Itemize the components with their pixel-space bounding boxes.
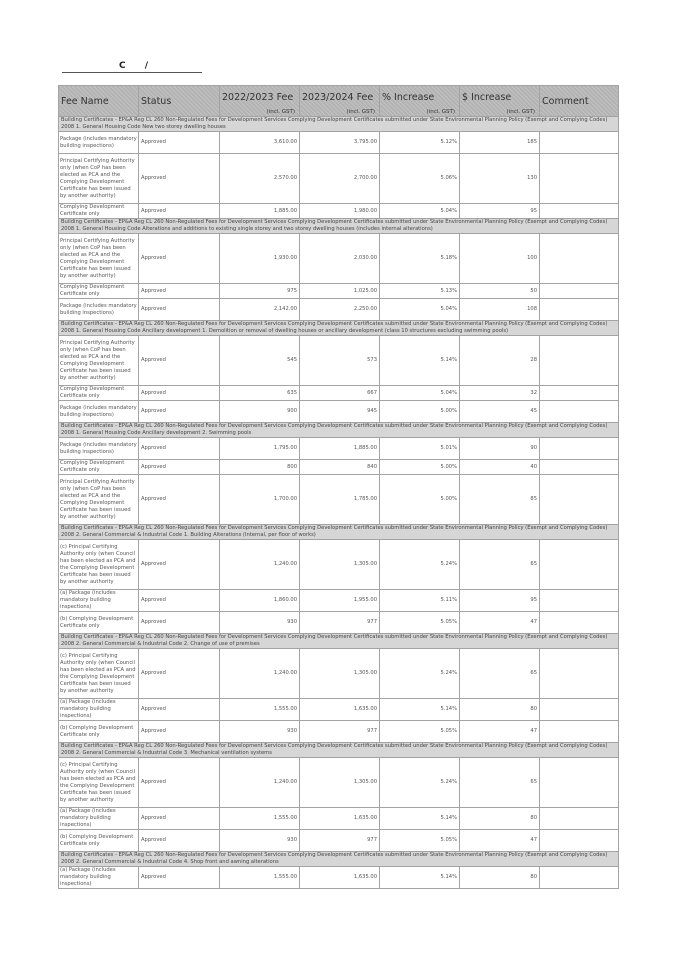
dollar-increase-cell: 45 xyxy=(460,401,540,423)
fee-2023-2024-cell: 1,885.00 xyxy=(300,438,380,460)
fee-2023-2024-cell: 2,700.00 xyxy=(300,154,380,204)
table-row xyxy=(59,401,619,423)
comment-cell xyxy=(540,401,619,423)
fee-name-cell: Package (includes mandatory building inspections) xyxy=(59,132,139,154)
dollar-increase-cell: 28 xyxy=(460,336,540,386)
percent-increase-cell: 5.24% xyxy=(380,540,460,590)
status-cell: Approved xyxy=(139,336,220,386)
fee-2023-2024-cell: 667 xyxy=(300,386,380,401)
fee-2023-2024-cell: 2,030.00 xyxy=(300,234,380,284)
percent-increase-cell: 5.14% xyxy=(380,867,460,889)
percent-increase-cell: 5.11% xyxy=(380,590,460,612)
comment-cell xyxy=(540,808,619,830)
section-heading: Building Certificates - EP&A Reg CL 260 Non-Regulated Fees for Development Services Complying Development Certificates submitted under State Environmental Planning Policy (Exempt and Complying Codes) 2008 1. General Housing Code Alterations and additions to existing single storey and two storey dwelling houses (includes internal alterations) xyxy=(59,219,619,234)
fee-2022-2023-cell: 1,240.00 xyxy=(220,649,300,699)
percent-increase-cell: 5.04% xyxy=(380,386,460,401)
fee-name-cell: Complying Development Certificate only xyxy=(59,204,139,219)
status-cell: Approved xyxy=(139,154,220,204)
fee-name-cell: Complying Development Certificate only xyxy=(59,386,139,401)
table-row xyxy=(59,808,619,830)
comment-cell xyxy=(540,867,619,889)
section-heading-row xyxy=(59,219,619,234)
percent-increase-cell: 5.14% xyxy=(380,336,460,386)
status-cell: Approved xyxy=(139,590,220,612)
comment-cell xyxy=(540,299,619,321)
fee-table xyxy=(58,85,619,889)
fee-2023-2024-cell: 1,635.00 xyxy=(300,699,380,721)
fee-2023-2024-cell: 1,025.00 xyxy=(300,284,380,299)
fee-name-cell: Package (includes mandatory building inspections) xyxy=(59,401,139,423)
section-heading-row xyxy=(59,423,619,438)
table-row xyxy=(59,204,619,219)
column-header-fee-2022-2023: 2022/2023 Fee (incl. GST) xyxy=(220,86,300,117)
fee-2023-2024-cell: 1,635.00 xyxy=(300,808,380,830)
section-heading-row xyxy=(59,852,619,867)
comment-cell xyxy=(540,386,619,401)
fee-2022-2023-cell: 1,555.00 xyxy=(220,699,300,721)
dollar-increase-cell: 80 xyxy=(460,808,540,830)
section-heading-row xyxy=(59,743,619,758)
fee-name-cell: (b) Complying Development Certificate only xyxy=(59,612,139,634)
fee-name-cell: (a) Package (includes mandatory building inspections) xyxy=(59,699,139,721)
status-cell: Approved xyxy=(139,649,220,699)
column-header-comment: Comment xyxy=(540,86,619,117)
fee-2023-2024-cell: 1,305.00 xyxy=(300,540,380,590)
comment-cell xyxy=(540,460,619,475)
dollar-increase-cell: 80 xyxy=(460,699,540,721)
table-row xyxy=(59,154,619,204)
status-cell: Approved xyxy=(139,299,220,321)
comment-cell xyxy=(540,540,619,590)
comment-cell xyxy=(540,234,619,284)
section-heading-row xyxy=(59,525,619,540)
fee-2023-2024-cell: 2,250.00 xyxy=(300,299,380,321)
dollar-increase-cell: 50 xyxy=(460,284,540,299)
fee-2022-2023-cell: 1,860.00 xyxy=(220,590,300,612)
table-row xyxy=(59,867,619,889)
dollar-increase-cell: 32 xyxy=(460,386,540,401)
status-cell: Approved xyxy=(139,475,220,525)
table-row xyxy=(59,460,619,475)
fee-name-cell: Principal Certifying Authority only (when CoP has been elected as PCA and the Complying Development Certificate has been issued by another authority) xyxy=(59,336,139,386)
comment-cell xyxy=(540,830,619,852)
fee-2022-2023-cell: 975 xyxy=(220,284,300,299)
dollar-increase-cell: 65 xyxy=(460,540,540,590)
comment-cell xyxy=(540,284,619,299)
fee-2022-2023-cell: 2,142.00 xyxy=(220,299,300,321)
fee-2023-2024-cell: 3,795.00 xyxy=(300,132,380,154)
percent-increase-cell: 5.14% xyxy=(380,699,460,721)
fee-2022-2023-cell: 1,795.00 xyxy=(220,438,300,460)
fee-2022-2023-cell: 1,240.00 xyxy=(220,758,300,808)
fee-2022-2023-cell: 1,700.00 xyxy=(220,475,300,525)
status-cell: Approved xyxy=(139,612,220,634)
fee-2022-2023-cell: 1,930.00 xyxy=(220,234,300,284)
status-cell: Approved xyxy=(139,540,220,590)
fee-table-body xyxy=(59,117,619,889)
comment-cell xyxy=(540,699,619,721)
percent-increase-cell: 5.24% xyxy=(380,758,460,808)
fee-2023-2024-cell: 945 xyxy=(300,401,380,423)
fee-name-cell: (c) Principal Certifying Authority only (when Council has been elected as PCA and the Complying Development Certificate has been issued by another authority xyxy=(59,649,139,699)
section-heading: Building Certificates - EP&A Reg CL 260 Non-Regulated Fees for Development Services Complying Development Certificates submitted under State Environmental Planning Policy (Exempt and Complying Codes) 2008 2. General Commercial & Industrial Code 2. Change of use of premises xyxy=(59,634,619,649)
status-cell: Approved xyxy=(139,284,220,299)
page-header-text: C / xyxy=(119,61,157,71)
fee-2022-2023-cell: 900 xyxy=(220,401,300,423)
dollar-increase-cell: 80 xyxy=(460,867,540,889)
section-heading: Building Certificates - EP&A Reg CL 260 Non-Regulated Fees for Development Services Complying Development Certificates submitted under State Environmental Planning Policy (Exempt and Complying Codes) 2008 2. General Commercial & Industrial Code 1. Building Alterations (Internal, per floor of works) xyxy=(59,525,619,540)
section-heading-row xyxy=(59,321,619,336)
dollar-increase-cell: 95 xyxy=(460,590,540,612)
section-heading: Building Certificates - EP&A Reg CL 260 Non-Regulated Fees for Development Services Complying Development Certificates submitted under State Environmental Planning Policy (Exempt and Complying Codes) 2008 2. General Commercial & Industrial Code 3. Mechanical ventilation systems xyxy=(59,743,619,758)
fee-2022-2023-cell: 1,555.00 xyxy=(220,867,300,889)
percent-increase-cell: 5.13% xyxy=(380,284,460,299)
fee-2023-2024-cell: 1,955.00 xyxy=(300,590,380,612)
percent-increase-cell: 5.05% xyxy=(380,612,460,634)
section-heading: Building Certificates - EP&A Reg CL 260 Non-Regulated Fees for Development Services Complying Development Certificates submitted under State Environmental Planning Policy (Exempt and Complying Codes) 2008 1. General Housing Code New two storey dwelling houses xyxy=(59,117,619,132)
dollar-increase-cell: 100 xyxy=(460,234,540,284)
dollar-increase-cell: 65 xyxy=(460,758,540,808)
fee-name-cell: Principal Certifying Authority only (when CoP has been elected as PCA and the Complying Development Certificate has been issued by another authority) xyxy=(59,154,139,204)
section-heading: Building Certificates - EP&A Reg CL 260 Non-Regulated Fees for Development Services Complying Development Certificates submitted under State Environmental Planning Policy (Exempt and Complying Codes) 2008 1. General Housing Code Ancillary development 2. Swimming pools xyxy=(59,423,619,438)
fee-2022-2023-cell: 930 xyxy=(220,830,300,852)
status-cell: Approved xyxy=(139,132,220,154)
status-cell: Approved xyxy=(139,721,220,743)
percent-increase-cell: 5.00% xyxy=(380,475,460,525)
percent-increase-cell: 5.14% xyxy=(380,808,460,830)
dollar-increase-cell: 90 xyxy=(460,438,540,460)
percent-increase-cell: 5.04% xyxy=(380,299,460,321)
fee-2022-2023-cell: 930 xyxy=(220,721,300,743)
dollar-increase-cell: 95 xyxy=(460,204,540,219)
fee-name-cell: Package (includes mandatory building inspections) xyxy=(59,438,139,460)
comment-cell xyxy=(540,721,619,743)
table-row xyxy=(59,758,619,808)
column-header-fee-name: Fee Name xyxy=(59,86,139,117)
comment-cell xyxy=(540,612,619,634)
dollar-increase-cell: 85 xyxy=(460,475,540,525)
percent-increase-cell: 5.24% xyxy=(380,649,460,699)
table-row xyxy=(59,475,619,525)
table-row xyxy=(59,132,619,154)
fee-name-cell: (b) Complying Development Certificate only xyxy=(59,721,139,743)
percent-increase-cell: 5.12% xyxy=(380,132,460,154)
percent-increase-cell: 5.01% xyxy=(380,438,460,460)
dollar-increase-cell: 47 xyxy=(460,830,540,852)
column-header-fee-2023-2024: 2023/2024 Fee (incl. GST) xyxy=(300,86,380,117)
fee-2023-2024-cell: 1,785.00 xyxy=(300,475,380,525)
comment-cell xyxy=(540,438,619,460)
section-heading: Building Certificates - EP&A Reg CL 260 Non-Regulated Fees for Development Services Complying Development Certificates submitted under State Environmental Planning Policy (Exempt and Complying Codes) 2008 1. General Housing Code Ancillary development 1. Demolition or removal of dwelling houses or ancillary development (class 10 structures excluding swimming pools) xyxy=(59,321,619,336)
fee-2022-2023-cell: 3,610.00 xyxy=(220,132,300,154)
status-cell: Approved xyxy=(139,460,220,475)
percent-increase-cell: 5.06% xyxy=(380,154,460,204)
column-header-percent-increase: % Increase (incl. GST) xyxy=(380,86,460,117)
percent-increase-cell: 5.00% xyxy=(380,401,460,423)
status-cell: Approved xyxy=(139,758,220,808)
fee-name-cell: Package (includes mandatory building inspections) xyxy=(59,299,139,321)
table-row xyxy=(59,540,619,590)
dollar-increase-cell: 185 xyxy=(460,132,540,154)
fee-name-cell: (c) Principal Certifying Authority only (when Council has been elected as PCA and the Complying Development Certificate has been issued by another authority xyxy=(59,758,139,808)
fee-2023-2024-cell: 840 xyxy=(300,460,380,475)
table-row xyxy=(59,438,619,460)
status-cell: Approved xyxy=(139,234,220,284)
table-row xyxy=(59,299,619,321)
fee-name-cell: Complying Development Certificate only xyxy=(59,284,139,299)
fee-name-cell: (c) Principal Certifying Authority only (when Council has been elected as PCA and the Complying Development Certificate has been issued by another authority xyxy=(59,540,139,590)
table-row xyxy=(59,721,619,743)
fee-name-cell: (b) Complying Development Certificate only xyxy=(59,830,139,852)
fee-name-cell: (a) Package (includes mandatory building inspections) xyxy=(59,808,139,830)
percent-increase-cell: 5.18% xyxy=(380,234,460,284)
table-row xyxy=(59,612,619,634)
fee-2022-2023-cell: 545 xyxy=(220,336,300,386)
comment-cell xyxy=(540,336,619,386)
dollar-increase-cell: 47 xyxy=(460,612,540,634)
fee-2022-2023-cell: 1,240.00 xyxy=(220,540,300,590)
fee-2023-2024-cell: 977 xyxy=(300,612,380,634)
status-cell: Approved xyxy=(139,401,220,423)
dollar-increase-cell: 40 xyxy=(460,460,540,475)
status-cell: Approved xyxy=(139,830,220,852)
fee-2023-2024-cell: 977 xyxy=(300,830,380,852)
table-row xyxy=(59,336,619,386)
comment-cell xyxy=(540,132,619,154)
status-cell: Approved xyxy=(139,808,220,830)
fee-name-cell: Complying Development Certificate only xyxy=(59,460,139,475)
page-header-mark xyxy=(62,59,202,73)
dollar-increase-cell: 47 xyxy=(460,721,540,743)
table-row xyxy=(59,830,619,852)
status-cell: Approved xyxy=(139,699,220,721)
dollar-increase-cell: 130 xyxy=(460,154,540,204)
fee-2022-2023-cell: 800 xyxy=(220,460,300,475)
fee-2023-2024-cell: 573 xyxy=(300,336,380,386)
status-cell: Approved xyxy=(139,867,220,889)
fee-2023-2024-cell: 1,635.00 xyxy=(300,867,380,889)
table-row xyxy=(59,234,619,284)
comment-cell xyxy=(540,758,619,808)
table-row xyxy=(59,590,619,612)
fee-2023-2024-cell: 977 xyxy=(300,721,380,743)
status-cell: Approved xyxy=(139,386,220,401)
fee-2023-2024-cell: 1,980.00 xyxy=(300,204,380,219)
comment-cell xyxy=(540,154,619,204)
section-heading-row xyxy=(59,634,619,649)
percent-increase-cell: 5.00% xyxy=(380,460,460,475)
status-cell: Approved xyxy=(139,438,220,460)
fee-2022-2023-cell: 1,885.00 xyxy=(220,204,300,219)
section-heading: Building Certificates - EP&A Reg CL 260 Non-Regulated Fees for Development Services Complying Development Certificates submitted under State Environmental Planning Policy (Exempt and Complying Codes) 2008 2. General Commercial & Industrial Code 4. Shop front and awning alterations xyxy=(59,852,619,867)
table-row xyxy=(59,649,619,699)
comment-cell xyxy=(540,204,619,219)
status-cell: Approved xyxy=(139,204,220,219)
fee-name-cell: (a) Package (includes mandatory building inspections) xyxy=(59,590,139,612)
fee-2023-2024-cell: 1,305.00 xyxy=(300,758,380,808)
fee-name-cell: Principal Certifying Authority only (when CoP has been elected as PCA and the Complying Development Certificate has been issued by another authority) xyxy=(59,234,139,284)
dollar-increase-cell: 108 xyxy=(460,299,540,321)
percent-increase-cell: 5.05% xyxy=(380,830,460,852)
table-row xyxy=(59,699,619,721)
table-row xyxy=(59,386,619,401)
comment-cell xyxy=(540,475,619,525)
fee-name-cell: Principal Certifying Authority only (when CoP has been elected as PCA and the Complying Development Certificate has been issued by another authority) xyxy=(59,475,139,525)
column-header-dollar-increase: $ Increase (incl. GST) xyxy=(460,86,540,117)
table-header-row xyxy=(59,86,619,117)
comment-cell xyxy=(540,590,619,612)
fee-2022-2023-cell: 1,555.00 xyxy=(220,808,300,830)
percent-increase-cell: 5.05% xyxy=(380,721,460,743)
percent-increase-cell: 5.04% xyxy=(380,204,460,219)
fee-2023-2024-cell: 1,305.00 xyxy=(300,649,380,699)
fee-name-cell: (a) Package (includes mandatory building inspections) xyxy=(59,867,139,889)
fee-2022-2023-cell: 635 xyxy=(220,386,300,401)
fee-2022-2023-cell: 930 xyxy=(220,612,300,634)
fee-2022-2023-cell: 2,570.00 xyxy=(220,154,300,204)
column-header-status: Status xyxy=(139,86,220,117)
table-row xyxy=(59,284,619,299)
dollar-increase-cell: 65 xyxy=(460,649,540,699)
comment-cell xyxy=(540,649,619,699)
section-heading-row xyxy=(59,117,619,132)
